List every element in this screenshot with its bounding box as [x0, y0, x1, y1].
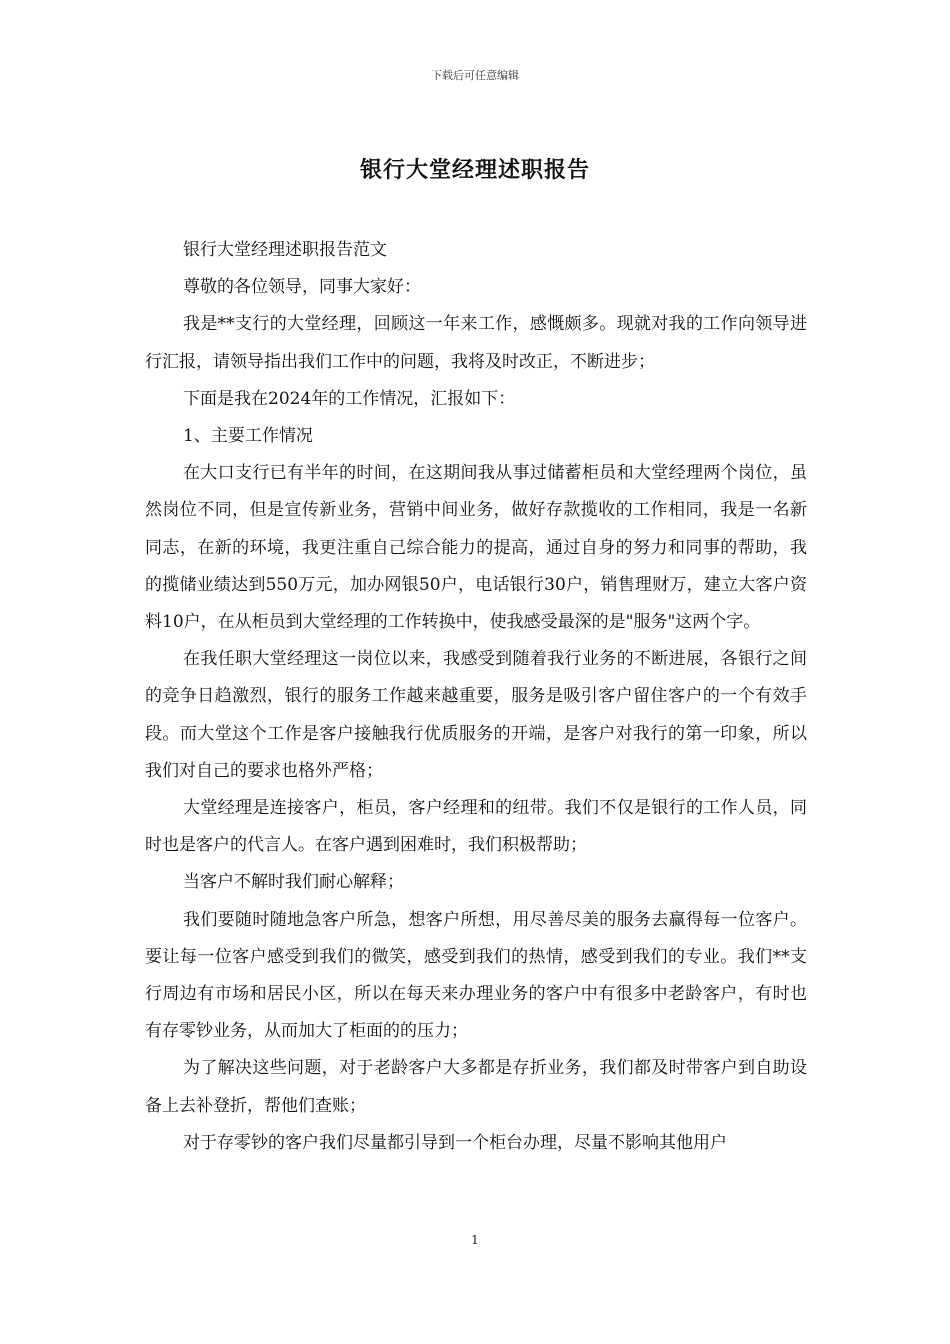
- paragraph: 大堂经理是连接客户，柜员，客户经理和的纽带。我们不仅是银行的工作人员，同时也是客户的代言人。在客户遇到困难时，我们积极帮助；: [145, 798, 807, 856]
- document-body: [145, 232, 807, 1162]
- section-heading: 1、主要工作情况: [183, 426, 313, 447]
- paragraph: 在我任职大堂经理这一岗位以来，我感受到随着我行业务的不断进展，各银行之间的竞争日趋激烈，银行的服务工作越来越重要，服务是吸引客户留住客户的一个有效手段。而大堂这个工作是客户接触我行优质服务的开端，是客户对我行的第一印象，所以我们对自己的要求也格外严格；: [145, 649, 807, 781]
- paragraph: 我们要随时随地急客户所急，想客户所想，用尽善尽美的服务去赢得每一位客户。要让每一位客户感受到我们的微笑，感受到我们的热情，感受到我们的专业。我们**支行周边有市场和居民小区，所以在每天来办理业务的客户中有很多中老龄客户，有时也有存零钞业务，从而加大了柜面的的压力；: [145, 909, 807, 1042]
- paragraph-subtitle: 银行大堂经理述职报告范文: [183, 240, 387, 260]
- paragraph-salutation: 尊敬的各位领导，同事大家好：: [183, 277, 421, 298]
- paragraph: 在大口支行已有半年的时间，在这期间我从事过储蓄柜员和大堂经理两个岗位，虽然岗位不同，但是宣传新业务，营销中间业务，做好存款揽收的工作相同，我是一名新同志，在新的环境，我更注重自己综合能力的提高，通过自身的努力和同事的帮助，我的揽储业绩达到550万元，加办网银50户，电话银行30户，销售理财万，建立大客户资料10户，在从柜员到大堂经理的工作转换中，使我感受最深的是"服务"这两个字。: [145, 463, 807, 633]
- paragraph: 对于存零钞的客户我们尽量都引导到一个柜台办理，尽量不影响其他用户: [183, 1132, 727, 1153]
- paragraph: 当客户不解时我们耐心解释；: [183, 872, 404, 893]
- document-title: 银行大堂经理述职报告: [359, 157, 590, 183]
- paragraph: 我是**支行的大堂经理，回顾这一年来工作，感慨颇多。现就对我的工作向领导进行汇报，请领导指出我们工作中的问题，我将及时改正，不断进步；: [145, 314, 807, 372]
- page-header-note: 下载后可任意编辑: [431, 69, 519, 82]
- paragraph: 下面是我在2024年的工作情况，汇报如下：: [183, 388, 516, 409]
- paragraph: 为了解决这些问题，对于老龄客户大多都是存折业务，我们都及时带客户到自助设备上去补登折，帮他们查账；: [145, 1058, 807, 1116]
- page-number: 1: [471, 1233, 479, 1247]
